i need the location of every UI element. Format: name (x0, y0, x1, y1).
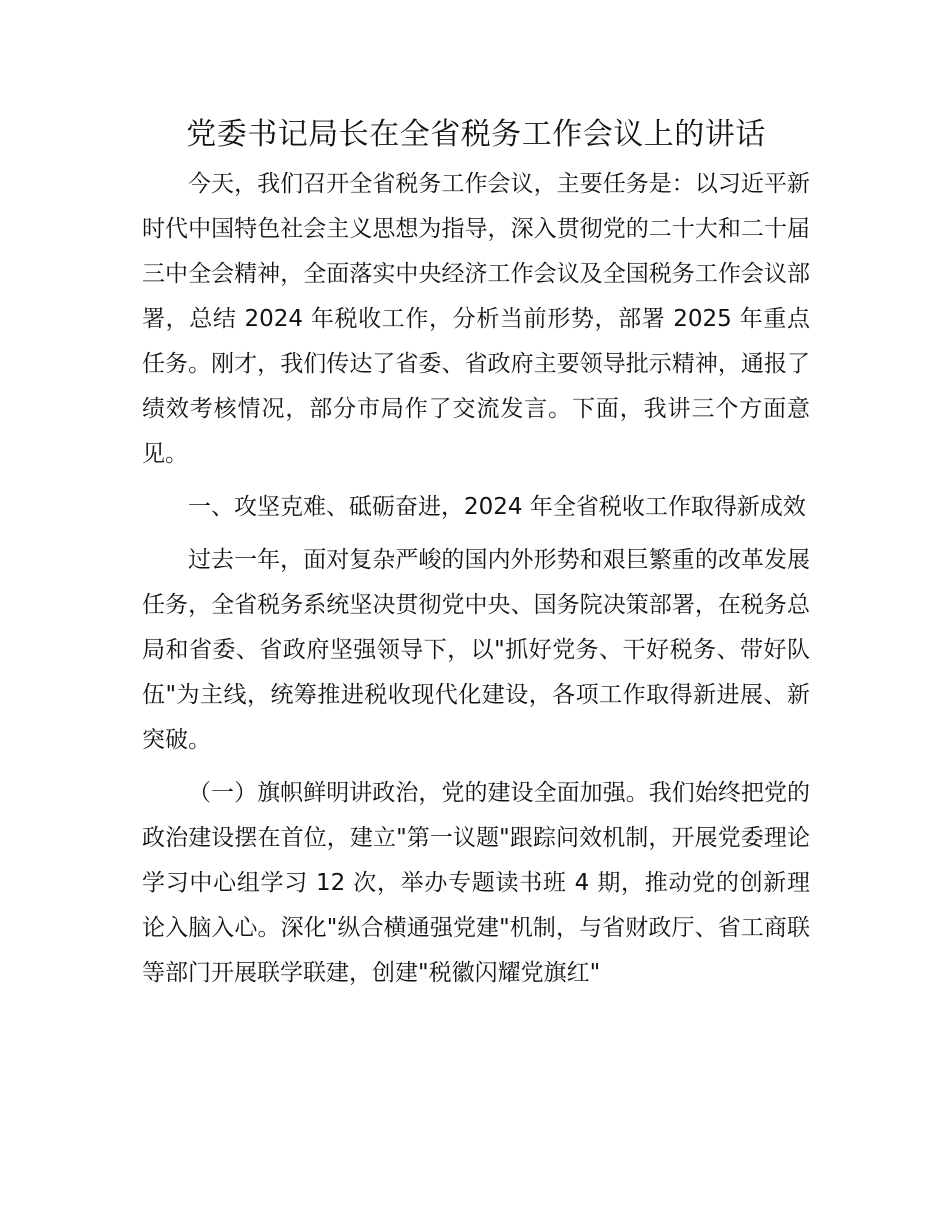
document-title: 党委书记局长在全省税务工作会议上的讲话 (186, 117, 766, 152)
paragraph-intro: 今天，我们召开全省税务工作会议，主要任务是：以习近平新时代中国特色社会主义思想为指导，深入贯彻党的二十大和二十届三中全会精神，全面落实中央经济工作会议及全国税务工作会议部署，总结 2024 年税收工作，分析当前形势，部署 2025 年重点任务。刚才，我们传达了省委、省政府主要领导批示精神，通报了绩效考核情况，部分市局作了交流发言。下面，我讲三个方面意见。 (142, 171, 810, 467)
section-heading-1: 一、攻坚克难、砥砺奋进，2024 年全省税收工作取得新成效 (188, 494, 806, 520)
paragraph-subsection-1: （一）旗帜鲜明讲政治，党的建设全面加强。我们始终把党的政治建设摆在首位，建立"第一议题"跟踪问效机制，开展党委理论学习中心组学习 12 次，举办专题读书班 4 期，推动党的创新理论入脑入心。深化"纵合横通强党建"机制，与省财政厅、省工商联等部门开展联学联建，创建"税徽闪耀党旗红" (142, 780, 810, 986)
document-page (142, 112, 810, 1004)
paragraph-review: 过去一年，面对复杂严峻的国内外形势和艰巨繁重的改革发展任务，全省税务系统坚决贯彻党中央、国务院决策部署，在税务总局和省委、省政府坚强领导下，以"抓好党务、干好税务、带好队伍"为主线，统筹推进税收现代化建设，各项工作取得新进展、新突破。 (142, 547, 810, 753)
